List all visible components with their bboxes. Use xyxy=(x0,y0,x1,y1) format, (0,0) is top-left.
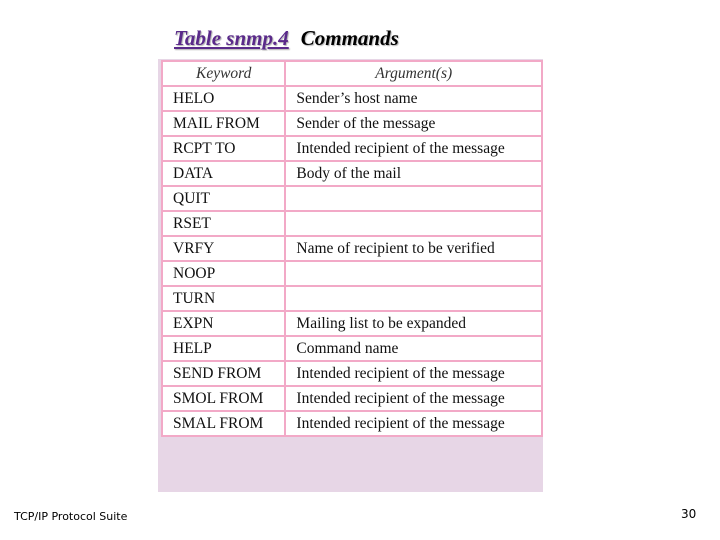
keyword-cell: DATA xyxy=(162,161,285,186)
table-row xyxy=(162,136,542,161)
argument-cell: Body of the mail xyxy=(285,161,542,186)
argument-cell: Sender’s host name xyxy=(285,86,542,111)
table-row xyxy=(162,311,542,336)
table-caption: Commands xyxy=(300,26,399,50)
table-header-row xyxy=(162,61,542,86)
argument-cell: Intended recipient of the message xyxy=(285,361,542,386)
table-row xyxy=(162,236,542,261)
argument-cell: Command name xyxy=(285,336,542,361)
keyword-cell: EXPN xyxy=(162,311,285,336)
keyword-cell: RSET xyxy=(162,211,285,236)
argument-cell: Intended recipient of the message xyxy=(285,411,542,436)
argument-cell xyxy=(285,286,542,311)
table-row xyxy=(162,386,542,411)
keyword-cell: NOOP xyxy=(162,261,285,286)
keyword-cell: TURN xyxy=(162,286,285,311)
table-row xyxy=(162,186,542,211)
keyword-cell: VRFY xyxy=(162,236,285,261)
argument-cell xyxy=(285,211,542,236)
table-row xyxy=(162,261,542,286)
keyword-cell: MAIL FROM xyxy=(162,111,285,136)
argument-cell: Mailing list to be expanded xyxy=(285,311,542,336)
table-row xyxy=(162,161,542,186)
keyword-cell: QUIT xyxy=(162,186,285,211)
argument-cell: Intended recipient of the message xyxy=(285,136,542,161)
page-number: 30 xyxy=(681,507,697,521)
commands-table xyxy=(161,60,543,437)
table-row xyxy=(162,86,542,111)
commands-table-frame xyxy=(158,59,543,492)
footer-suite-name: TCP/IP Protocol Suite xyxy=(14,510,128,523)
keyword-cell: HELP xyxy=(162,336,285,361)
argument-cell xyxy=(285,186,542,211)
argument-cell: Sender of the message xyxy=(285,111,542,136)
argument-cell: Intended recipient of the message xyxy=(285,386,542,411)
header-arguments: Argument(s) xyxy=(285,61,542,86)
table-row xyxy=(162,286,542,311)
slide-title xyxy=(174,26,399,51)
keyword-cell: SMOL FROM xyxy=(162,386,285,411)
argument-cell xyxy=(285,261,542,286)
keyword-cell: SEND FROM xyxy=(162,361,285,386)
keyword-cell: SMAL FROM xyxy=(162,411,285,436)
table-label: Table snmp.4 xyxy=(174,26,289,50)
argument-cell: Name of recipient to be verified xyxy=(285,236,542,261)
table-row xyxy=(162,361,542,386)
header-keyword: Keyword xyxy=(162,61,285,86)
table-row xyxy=(162,411,542,436)
keyword-cell: RCPT TO xyxy=(162,136,285,161)
table-row xyxy=(162,336,542,361)
keyword-cell: HELO xyxy=(162,86,285,111)
table-row xyxy=(162,211,542,236)
table-row xyxy=(162,111,542,136)
